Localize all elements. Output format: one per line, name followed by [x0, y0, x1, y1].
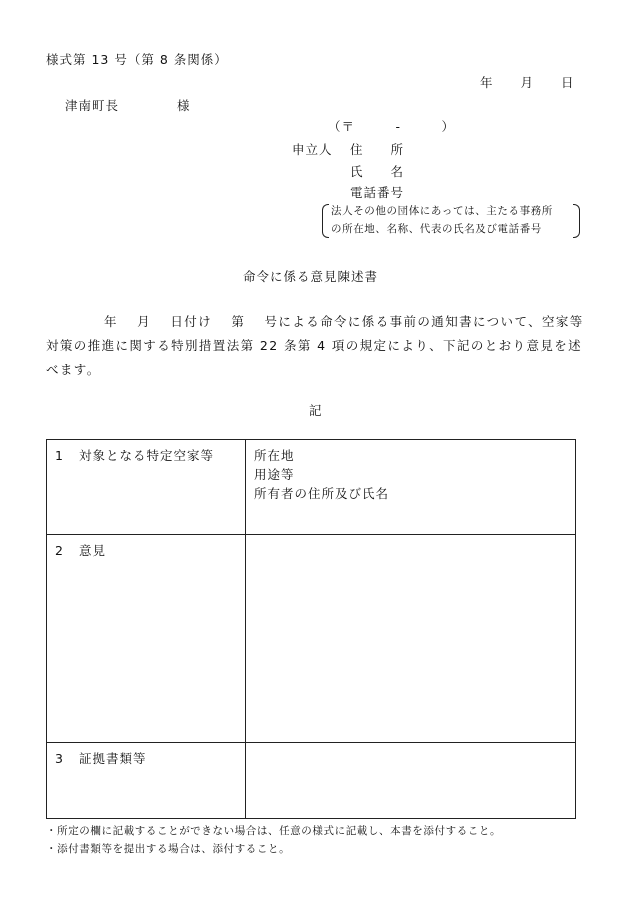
address-label: 住 所: [350, 142, 405, 157]
statement-table: [46, 439, 576, 819]
applicant-postal: （〒 - ）: [328, 119, 456, 134]
opinion-input-cell[interactable]: [246, 535, 576, 743]
body-paragraph: [46, 310, 590, 382]
body-line-2: 対策の推進に関する特別措置法第 22 条第 4 項の規定により、下記のとおり意見を述: [46, 338, 583, 353]
usage-label: 用途等: [254, 467, 295, 482]
document-title: 命令に係る意見陳述書: [243, 269, 379, 284]
note-item: ・所定の欄に記載することができない場合は、任意の様式に記載し、本書を添付すること。: [46, 825, 502, 837]
row-label: 証拠書類等: [79, 751, 147, 766]
name-label: 氏 名: [350, 164, 405, 179]
notes: [46, 822, 501, 858]
row-label-cell: [47, 535, 246, 743]
body-line-1: 年 月 日付け 第 号による命令に係る事前の通知書について、空家等: [104, 314, 584, 329]
body-line-3: べます。: [46, 362, 101, 377]
addressee-name: 津南町長: [65, 98, 120, 113]
corporate-note-line1: 法人その他の団体にあっては、主たる事務所: [331, 205, 553, 217]
location-label: 所在地: [254, 448, 295, 463]
date-line: 年 月 日: [480, 75, 575, 90]
table-row: [47, 535, 576, 743]
ki-heading: 記: [309, 403, 322, 418]
row-number: 2: [55, 543, 64, 558]
table-row: [47, 440, 576, 535]
row-content-cell[interactable]: [246, 440, 576, 535]
evidence-input-cell[interactable]: [246, 743, 576, 819]
note-item: ・添付書類等を提出する場合は、添付すること。: [46, 843, 291, 855]
owner-label: 所有者の住所及び氏名: [254, 486, 390, 501]
addressee-honorific: 様: [177, 98, 190, 113]
corporate-note-line2: の所在地、名称、代表の氏名及び電話番号: [331, 223, 542, 235]
applicant-label: 申立人: [292, 142, 333, 157]
left-bracket: [322, 204, 329, 238]
row-label: 意見: [79, 543, 107, 558]
row-label-cell: [47, 743, 246, 819]
corporate-note: [322, 202, 580, 238]
table-row: [47, 743, 576, 819]
right-bracket: [573, 204, 580, 238]
form-number: 様式第 13 号（第 8 条関係）: [46, 52, 228, 67]
phone-label: 電話番号: [350, 185, 405, 200]
row-number: 3: [55, 751, 64, 766]
row-label: 対象となる特定空家等: [79, 448, 215, 463]
row-label-cell: [47, 440, 246, 535]
row-number: 1: [55, 448, 64, 463]
